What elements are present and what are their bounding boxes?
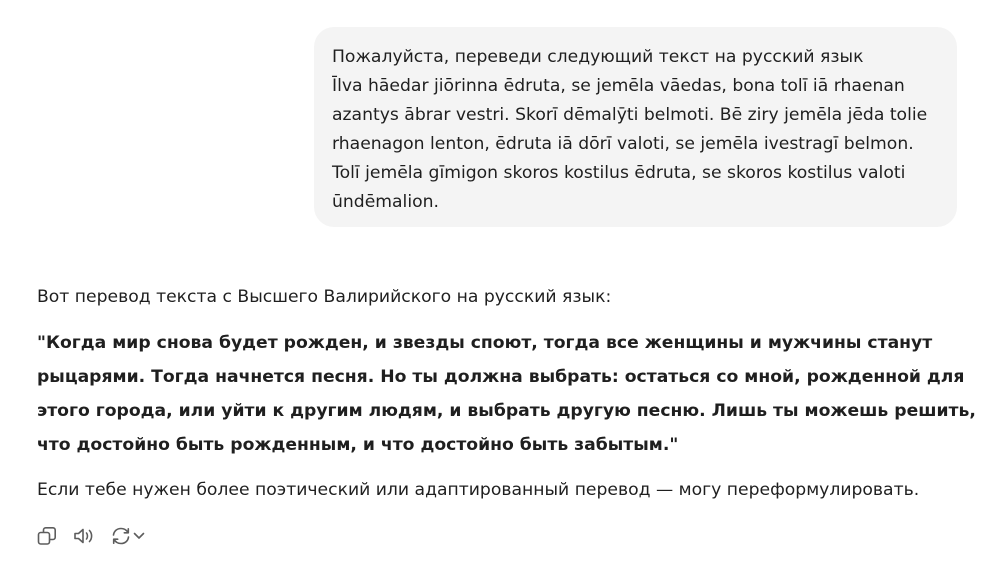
user-message-line: Пожалуйста, переведи следующий текст на русский язык xyxy=(332,47,864,67)
chevron-down-icon xyxy=(132,525,146,547)
copy-icon xyxy=(36,525,58,547)
user-message-line: ūndēmalion. xyxy=(332,192,439,212)
translation-quote-line: рыцарями. Тогда начнется песня. Но ты должна выбрать: остаться со мной, рожденной для xyxy=(37,367,965,387)
user-message-line: rhaenagon lenton, ēdruta iā dōrī valoti, se jemēla ivestragī belmon. xyxy=(332,134,914,154)
assistant-outro-text: Если тебе нужен более поэтический или адаптированный перевод — могу переформулировать. xyxy=(37,480,920,500)
translation-quote-line: этого города, или уйти к другим людям, и выбрать другую песню. Лишь ты можешь решить, xyxy=(37,401,976,421)
assistant-message xyxy=(37,284,976,504)
read-aloud-button[interactable] xyxy=(72,523,96,549)
user-message-line: Īlva hāedar jiōrinna ēdruta, se jemēla vāedas, bona tolī iā rhaenan xyxy=(332,76,905,96)
user-message-line: azantys ābrar vestri. Skorī dēmalȳti belmoti. Bē ziry jemēla jēda tolie xyxy=(332,105,928,125)
assistant-intro-text: Вот перевод текста с Высшего Валирийского на русский язык: xyxy=(37,287,612,307)
translation-quote xyxy=(37,326,976,462)
user-message-bubble xyxy=(314,27,957,227)
translation-quote-line: "Когда мир снова будет рожден, и звезды споют, тогда все женщины и мужчины станут xyxy=(37,333,933,353)
message-action-bar xyxy=(36,523,146,549)
regenerate-button[interactable] xyxy=(110,523,146,549)
translation-quote-line: что достойно быть рожденным, и что достойно быть забытым." xyxy=(37,435,679,455)
regenerate-icon xyxy=(110,525,132,547)
user-message-line: Tolī jemēla gīmigon skoros kostilus ēdruta, se skoros kostilus valoti xyxy=(332,163,906,183)
copy-button[interactable] xyxy=(36,523,58,549)
speaker-icon xyxy=(72,525,96,547)
